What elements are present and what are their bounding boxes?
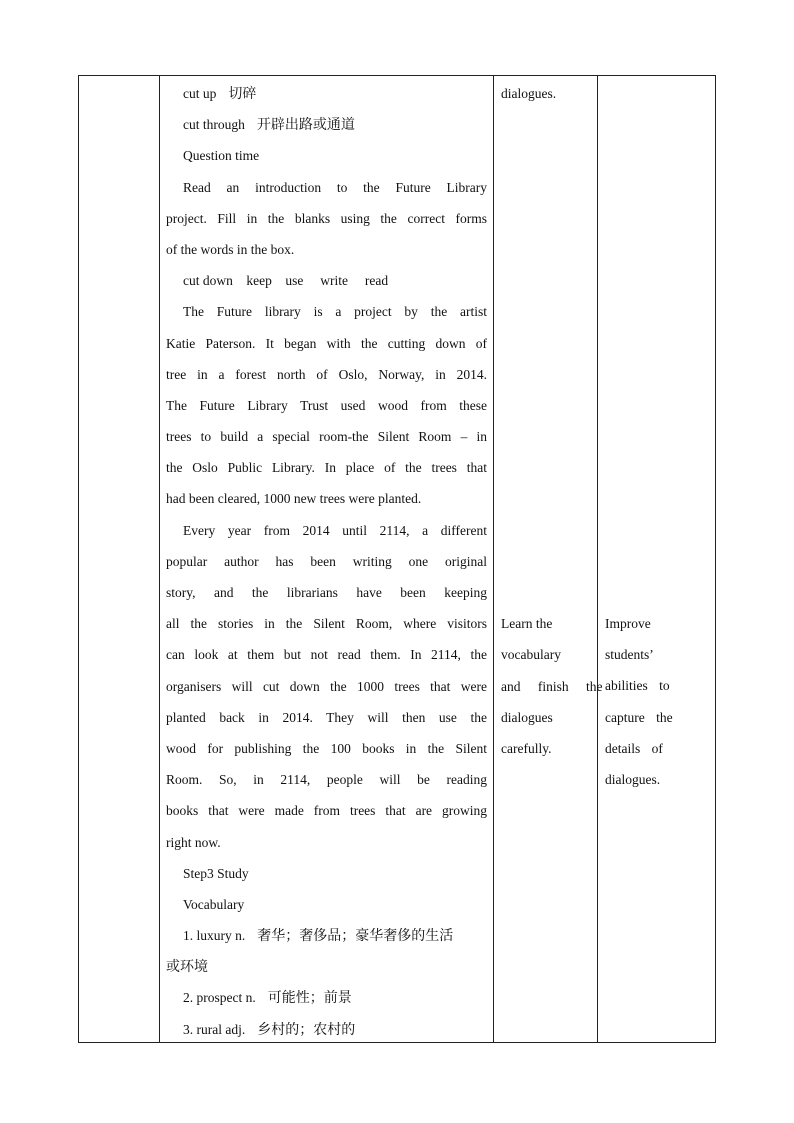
activity-line: dialogues xyxy=(501,709,553,725)
purpose-line: abilities to xyxy=(605,678,670,694)
activity-line: and finish the xyxy=(501,678,603,694)
english-text: cut up xyxy=(183,86,217,101)
english-text: Vocabulary xyxy=(183,896,245,912)
content-line xyxy=(166,483,487,514)
content-line xyxy=(166,639,487,670)
student-activity-column xyxy=(494,76,603,1042)
content-line xyxy=(166,109,487,140)
content-line xyxy=(166,608,487,639)
english-text: story, and the librarians have been keeping xyxy=(166,585,487,600)
purpose-line: dialogues. xyxy=(605,771,661,787)
english-text: 2. prospect n. xyxy=(183,990,256,1006)
english-text: organisers will cut down the 1000 trees that were xyxy=(166,678,487,694)
content-line xyxy=(166,951,487,982)
chinese-text: 切碎 xyxy=(228,86,257,102)
english-text: tree in a forest north of Oslo, Norway, in 2014. xyxy=(166,366,487,382)
purpose-line: capture the xyxy=(605,709,673,725)
content-line xyxy=(166,827,487,858)
content-line xyxy=(166,546,487,577)
activity-text xyxy=(501,608,603,764)
empty-first-column xyxy=(79,76,159,1042)
english-text: cut through xyxy=(183,117,245,133)
content-line xyxy=(166,577,487,608)
content-line xyxy=(166,296,487,327)
english-text: 1. luxury n. xyxy=(183,928,246,944)
english-text: can look at them but not read them. In 2114, the xyxy=(166,647,487,663)
english-text: books that were made from trees that are growing xyxy=(166,803,487,819)
english-text: Katie Paterson. It began with the cutting down of xyxy=(166,335,487,351)
teaching-content-column xyxy=(159,76,494,1042)
content-line xyxy=(166,203,487,234)
content-line xyxy=(166,889,487,920)
purpose-line: details of xyxy=(605,740,663,756)
content-line xyxy=(166,795,487,826)
chinese-text: 可能性；前景 xyxy=(267,990,352,1007)
activity-line: Learn the xyxy=(501,616,553,632)
content-line xyxy=(166,359,487,390)
chinese-text: 开辟出路或通道 xyxy=(256,117,355,134)
english-text: planted back in 2014. They will then use the xyxy=(166,709,487,725)
purpose-line: students’ xyxy=(605,647,654,663)
english-text: Read an introduction to the Future Library xyxy=(183,179,487,195)
purpose-text xyxy=(605,608,708,795)
english-text: had been cleared, 1000 new trees were planted. xyxy=(166,491,422,507)
chinese-text: 乡村的；农村的 xyxy=(257,1021,356,1038)
activity-line: vocabulary xyxy=(501,647,561,663)
content-line xyxy=(166,982,487,1013)
content-line xyxy=(166,265,487,296)
purpose-line: Improve xyxy=(605,616,651,631)
english-text: popular author has been writing one original xyxy=(166,553,487,569)
content-line xyxy=(166,390,487,421)
english-text: The Future Library Trust used wood from these xyxy=(166,397,487,413)
content-line xyxy=(166,452,487,483)
chinese-text: 奢华；奢侈品；豪华奢侈的生活 xyxy=(257,928,454,945)
content-line xyxy=(166,671,487,702)
english-text: Every year from 2014 until 2114, a different xyxy=(183,522,487,538)
english-text: Room. So, in 2114, people will be reading xyxy=(166,772,487,788)
content-line xyxy=(166,421,487,452)
content-line xyxy=(166,172,487,203)
english-text: trees to build a special room-the Silent Room – in xyxy=(166,429,487,445)
content-line xyxy=(166,515,487,546)
content-line xyxy=(166,234,487,265)
english-text: cut down keep use write read xyxy=(183,273,389,289)
english-text: The Future library is a project by the artist xyxy=(183,304,487,320)
content-line xyxy=(166,78,487,109)
english-text: Question time xyxy=(183,148,260,164)
english-text: of the words in the box. xyxy=(166,241,295,257)
english-text: Step3 Study xyxy=(183,865,249,881)
english-text: right now. xyxy=(166,834,221,850)
purpose-column xyxy=(598,76,715,1042)
english-text: the Oslo Public Library. In place of the trees that xyxy=(166,460,487,476)
content-line xyxy=(166,328,487,359)
english-text: project. Fill in the blanks using the correct forms xyxy=(166,210,487,226)
content-line xyxy=(166,764,487,795)
activity-top-text: dialogues. xyxy=(501,86,557,101)
chinese-text: 或环境 xyxy=(166,959,208,976)
content-line xyxy=(166,1014,487,1045)
content-line xyxy=(166,733,487,764)
english-text: 3. rural adj. xyxy=(183,1021,246,1037)
content-line xyxy=(166,140,487,171)
english-text: wood for publishing the 100 books in the Silent xyxy=(166,740,487,756)
activity-line: carefully. xyxy=(501,740,552,756)
lesson-plan-table xyxy=(78,75,716,1043)
english-text: all the stories in the Silent Room, where visitors xyxy=(166,616,487,632)
content-line xyxy=(166,702,487,733)
content-line xyxy=(166,920,487,951)
content-line xyxy=(166,858,487,889)
